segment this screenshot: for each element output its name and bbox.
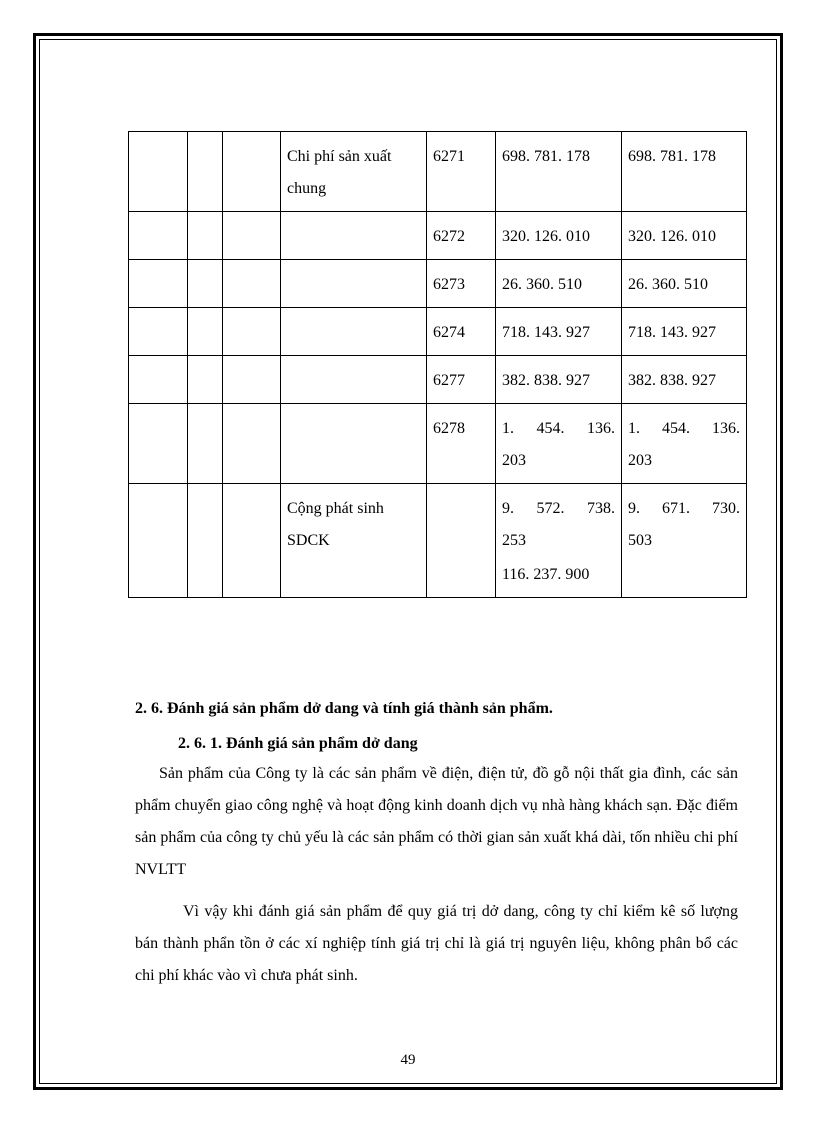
amount-value: 26. 360. 510 [502, 276, 582, 293]
amount-cell [622, 260, 747, 308]
blank-cell [223, 212, 281, 260]
amount-cell [496, 356, 622, 404]
amount-cell [496, 132, 622, 212]
blank-cell [188, 132, 223, 212]
table-row [129, 132, 747, 212]
description-cell [281, 212, 427, 260]
description-cell [281, 484, 427, 598]
description-cell [281, 132, 427, 212]
amount-value: 320. 126. 010 [502, 228, 590, 245]
blank-cell [223, 356, 281, 404]
amount-value: 1. 454. 136. 203 [628, 420, 740, 469]
blank-cell [188, 484, 223, 598]
blank-cell [223, 484, 281, 598]
blank-cell [223, 404, 281, 484]
paragraph-1 [135, 758, 738, 886]
description-cell [281, 356, 427, 404]
blank-cell [129, 404, 188, 484]
amount-cell [496, 308, 622, 356]
amount-value: 382. 838. 927 [628, 372, 716, 389]
account-cell: 6277 [427, 356, 496, 404]
table-row [129, 308, 747, 356]
blank-cell [188, 356, 223, 404]
table-row [129, 484, 747, 598]
blank-cell [129, 308, 188, 356]
table-row [129, 212, 747, 260]
amount-cell [496, 260, 622, 308]
blank-cell [223, 132, 281, 212]
description-cell [281, 308, 427, 356]
amount-value: 9. 671. 730. 503 [628, 500, 740, 549]
amount-cell [622, 356, 747, 404]
paragraph-1-text: Sản phẩm của Công ty là các sản phẩm về điện, điện tử, đồ gỗ nội thất gia đình, các sản phẩm chuyển giao công nghệ và hoạt động kinh doanh dịch vụ nhà hàng khách sạn. Đặc điểm sản phẩm của công ty chủ yếu là các sản phẩm có thời gian sản xuất khá dài, tốn nhiều chi phí NVLTT [135, 765, 738, 878]
amount-cell [496, 484, 622, 598]
description-line: Cộng phát sinh [287, 500, 384, 517]
description-cell [281, 260, 427, 308]
account-cell: 6278 [427, 404, 496, 484]
amount-cell [496, 404, 622, 484]
blank-cell [129, 132, 188, 212]
amount-value: 718. 143. 927 [628, 324, 716, 341]
paragraph-2-text: Vì vậy khi đánh giá sản phẩm để quy giá trị dở dang, công ty chỉ kiểm kê số lượng bán thành phẩn tồn ở các xí nghiệp tính giá trị chỉ là giá trị nguyên liệu, không phân bổ các chi phí khác vào vì chưa phát sinh. [135, 903, 738, 984]
amount-cell [622, 308, 747, 356]
account-cell: 6274 [427, 308, 496, 356]
table-row [129, 260, 747, 308]
amount-cell [622, 132, 747, 212]
amount-value: 718. 143. 927 [502, 324, 590, 341]
amount-cell [622, 212, 747, 260]
blank-cell [129, 356, 188, 404]
blank-cell [223, 260, 281, 308]
blank-cell [129, 484, 188, 598]
blank-cell [223, 308, 281, 356]
amount-value: 382. 838. 927 [502, 372, 590, 389]
amount-value: 116. 237. 900 [502, 566, 590, 583]
blank-cell [129, 260, 188, 308]
paragraph-2 [135, 896, 738, 992]
blank-cell [188, 404, 223, 484]
amount-cell [622, 404, 747, 484]
description-line: SDCK [287, 532, 330, 549]
table-row [129, 356, 747, 404]
section-heading: 2. 6. Đánh giá sản phẩm dở dang và tính giá thành sản phẩm. [135, 700, 553, 717]
blank-cell [188, 260, 223, 308]
amount-value: 9. 572. 738. 253 [502, 500, 615, 549]
amount-cell [622, 484, 747, 598]
blank-cell [188, 212, 223, 260]
description-line: Chi phí sản xuất chung [287, 148, 392, 197]
account-cell: 6271 [427, 132, 496, 212]
table-row [129, 404, 747, 484]
account-cell: 6272 [427, 212, 496, 260]
blank-cell [188, 308, 223, 356]
ledger-table [128, 131, 747, 598]
amount-value: 698. 781. 178 [502, 148, 590, 165]
amount-cell [496, 212, 622, 260]
account-cell [427, 484, 496, 598]
amount-value: 26. 360. 510 [628, 276, 708, 293]
page-number: 49 [400, 1052, 416, 1068]
amount-value: 320. 126. 010 [628, 228, 716, 245]
account-cell: 6273 [427, 260, 496, 308]
amount-value: 1. 454. 136. 203 [502, 420, 615, 469]
subsection-heading: 2. 6. 1. Đánh giá sản phẩm dở dang [178, 735, 418, 752]
description-cell [281, 404, 427, 484]
blank-cell [129, 212, 188, 260]
amount-value: 698. 781. 178 [628, 148, 716, 165]
